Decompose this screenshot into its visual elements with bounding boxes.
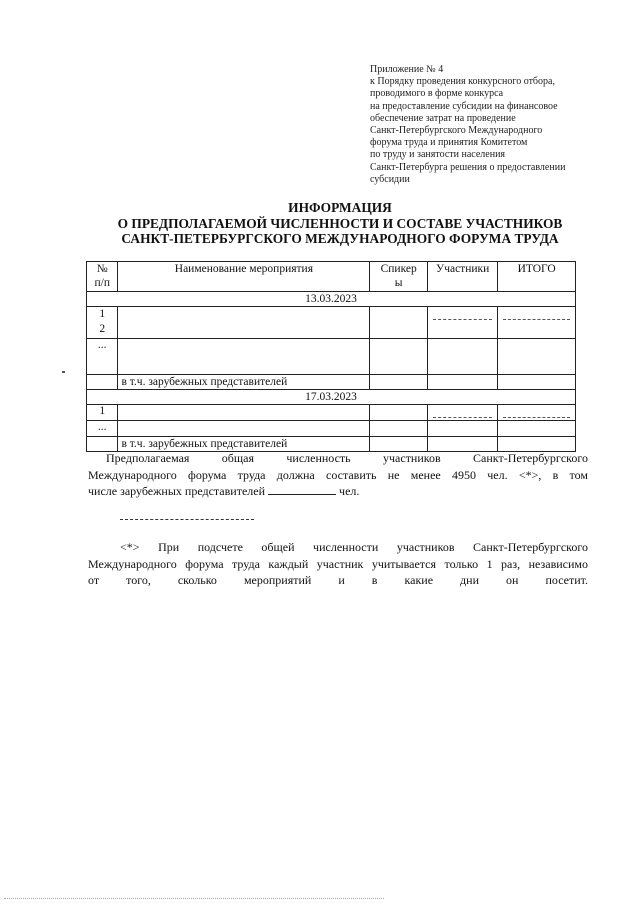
header-num: № п/п <box>87 262 118 292</box>
foreign-row <box>87 375 576 390</box>
event-name-cell <box>118 307 370 339</box>
table-row <box>87 421 576 437</box>
appendix-line: Приложение № 4 <box>370 64 444 75</box>
participants-cell <box>428 339 498 375</box>
date-day2: 17.03.2023 <box>87 390 576 405</box>
footnote-line-3: от того, сколько мероприятий и в какие дни он посетит. <box>88 573 588 587</box>
foreign-label: в т.ч. зарубежных представителей <box>118 437 370 452</box>
table-row <box>87 405 576 421</box>
total-cell <box>498 421 576 437</box>
table-header-row <box>87 262 576 292</box>
participants-cell <box>428 375 498 390</box>
appendix-line: к Порядку проведения конкурсного отбора, <box>370 76 555 88</box>
speakers-cell <box>370 375 428 390</box>
appendix-line: форума труда и принятия Комитетом <box>370 137 528 149</box>
title-line-1: ИНФОРМАЦИЯ <box>288 200 392 215</box>
total-cell <box>498 307 576 339</box>
footnote <box>88 539 588 589</box>
footnote-line-2: Международного форума труда каждый участник учитывается только 1 раз, независимо <box>88 556 588 571</box>
participants-cell <box>428 405 498 421</box>
date-day1: 13.03.2023 <box>87 292 576 307</box>
header-speakers: Спикер ы <box>370 262 428 292</box>
participants-cell <box>428 307 498 339</box>
scan-artifact-bottom <box>4 898 384 899</box>
table-row <box>87 339 576 375</box>
blank-field <box>268 484 336 495</box>
paragraph-line-1: Предполагаемая общая численность участников Санкт-Петербургского <box>106 451 588 465</box>
participants-table <box>86 261 576 452</box>
total-cell <box>498 339 576 375</box>
participants-cell <box>428 421 498 437</box>
table-row <box>87 307 576 339</box>
paragraph-line-3-start: числе зарубежных представителей <box>88 484 266 498</box>
document-title <box>60 200 620 247</box>
appendix-line: субсидии <box>370 173 410 185</box>
total-cell <box>498 405 576 421</box>
paragraph-line-3-end: чел. <box>339 484 360 498</box>
main-paragraph <box>88 450 588 500</box>
appendix-line: проводимого в форме конкурса <box>370 88 504 100</box>
footnote-divider <box>120 519 254 520</box>
title-line-2: О ПРЕДПОЛАГАЕМОЙ ЧИСЛЕННОСТИ И СОСТАВЕ УЧАСТНИКОВ <box>117 215 563 231</box>
speakers-cell <box>370 405 428 421</box>
appendix-line: Санкт-Петербургского Международного <box>370 125 543 137</box>
speakers-cell <box>370 307 428 339</box>
paragraph-line-2: Международного форума труда должна составить не менее 4950 чел. <*>, в том <box>88 467 588 482</box>
appendix-line: Санкт-Петербурга решения о предоставлении <box>370 161 566 173</box>
event-name-cell <box>118 421 370 437</box>
appendix-line: по труду и занятости населения <box>370 149 506 161</box>
paragraph-line-3 <box>88 483 588 500</box>
speakers-cell <box>370 339 428 375</box>
speakers-cell <box>370 421 428 437</box>
foreign-label: в т.ч. зарубежных представителей <box>118 375 370 390</box>
date-row <box>87 390 576 405</box>
title-line-3: САНКТ-ПЕТЕРБУРГСКОГО МЕЖДУНАРОДНОГО ФОРУМА ТРУДА <box>121 231 559 246</box>
date-row <box>87 292 576 307</box>
header-total: ИТОГО <box>498 262 576 292</box>
footnote-line-1: <*> При подсчете общей численности участников Санкт-Петербургского <box>120 540 588 554</box>
row-number: ... <box>87 339 118 375</box>
row-number <box>87 375 118 390</box>
row-number: 1 <box>87 405 118 421</box>
event-name-cell <box>118 405 370 421</box>
scan-artifact <box>62 371 65 373</box>
header-participants: Участники <box>428 262 498 292</box>
row-number: 1 2 <box>87 307 118 339</box>
appendix-header <box>370 64 620 186</box>
header-name: Наименование мероприятия <box>118 262 370 292</box>
appendix-line: обеспечение затрат на проведение <box>370 112 516 124</box>
row-number: ... <box>87 421 118 437</box>
total-cell <box>498 375 576 390</box>
appendix-line: на предоставление субсидии на финансовое <box>370 100 558 112</box>
event-name-cell <box>118 339 370 375</box>
